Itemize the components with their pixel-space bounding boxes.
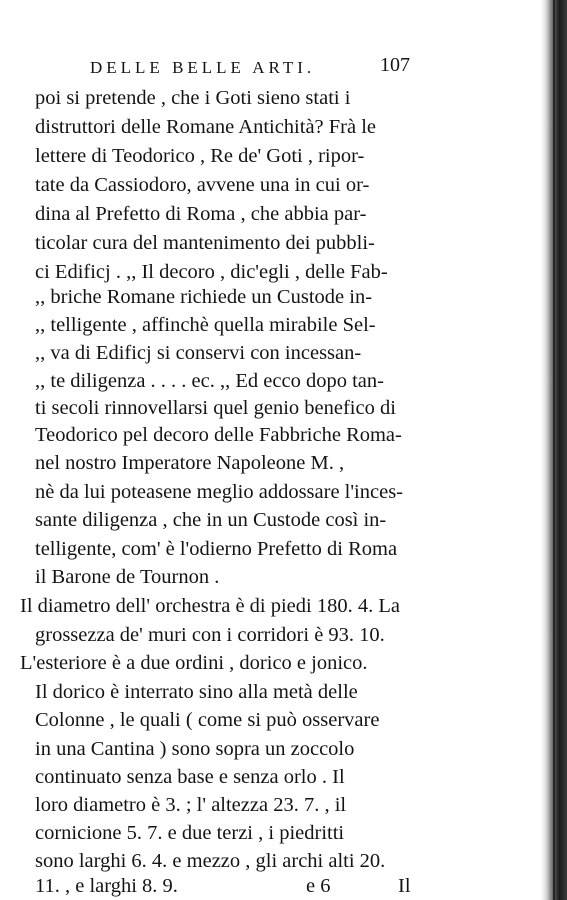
- text-line: dina al Prefetto di Roma , che abbia par-: [35, 203, 367, 225]
- text-line: il Barone de Tournon .: [35, 566, 220, 588]
- text-line: ,, telligente , affinchè quella mirabile Sel-: [35, 314, 376, 336]
- text-line: Il dorico è interrato sino alla metà delle: [35, 681, 358, 703]
- text-line: loro diametro è 3. ; l' altezza 23. 7. , il: [35, 794, 347, 816]
- binding-shadow-line: [553, 0, 555, 900]
- signature-mark: e 6: [306, 875, 331, 897]
- text-line: telligente, com' è l'odierno Prefetto di Roma: [35, 538, 398, 560]
- text-line: tate da Cassiodoro, avvene una in cui or-: [35, 174, 370, 196]
- text-line: grossezza de' muri con i corridori è 93. 10.: [35, 624, 385, 646]
- text-line: Colonne , le quali ( come si può osservare: [35, 709, 380, 731]
- page-number: 107: [380, 54, 410, 76]
- text-line: ticolar cura del mantenimento dei pubbli-: [35, 232, 375, 254]
- text-line: ci Edificj . ,, Il decoro , dic'egli , delle Fab-: [35, 261, 388, 283]
- catchword: Il: [398, 875, 411, 897]
- text-line: sante diligenza , che in un Custode così in-: [35, 509, 387, 531]
- text-line: poi si pretende , che i Goti sieno stati i: [35, 87, 351, 109]
- text-line: ti secoli rinnovellarsi quel genio benefico di: [35, 397, 396, 419]
- text-line: ,, briche Romane richiede un Custode in-: [35, 286, 373, 308]
- text-line: Teodorico pel decoro delle Fabbriche Roma-: [35, 424, 402, 446]
- text-line: ,, va di Edificj si conservi con incessan-: [35, 342, 362, 364]
- text-line: Il diametro dell' orchestra è di piedi 180. 4. La: [20, 595, 400, 617]
- running-header: [90, 54, 410, 80]
- text-line: 11. , e larghi 8. 9.: [35, 875, 178, 897]
- text-line: sono larghi 6. 4. e mezzo , gli archi alti 20.: [35, 850, 386, 872]
- running-title: DELLE BELLE ARTI.: [90, 58, 316, 77]
- text-line: cornicione 5. 7. e due terzi , i piedritti: [35, 822, 345, 844]
- text-line: nel nostro Imperatore Napoleone M. ,: [35, 452, 345, 474]
- text-line: ,, te diligenza . . . . ec. ,, Ed ecco dopo tan-: [35, 370, 384, 392]
- text-line: continuato senza base e senza orlo . Il: [35, 766, 345, 788]
- text-line: distruttori delle Romane Antichità? Frà le: [35, 116, 377, 138]
- text-line: lettere di Teodorico , Re de' Goti , ripor-: [35, 145, 365, 167]
- text-line: in una Cantina ) sono sopra un zoccolo: [35, 738, 355, 760]
- text-line: L'esteriore è a due ordini , dorico e jonico.: [20, 652, 368, 674]
- text-line: nè da lui poteasene meglio addossare l'inces-: [35, 481, 404, 503]
